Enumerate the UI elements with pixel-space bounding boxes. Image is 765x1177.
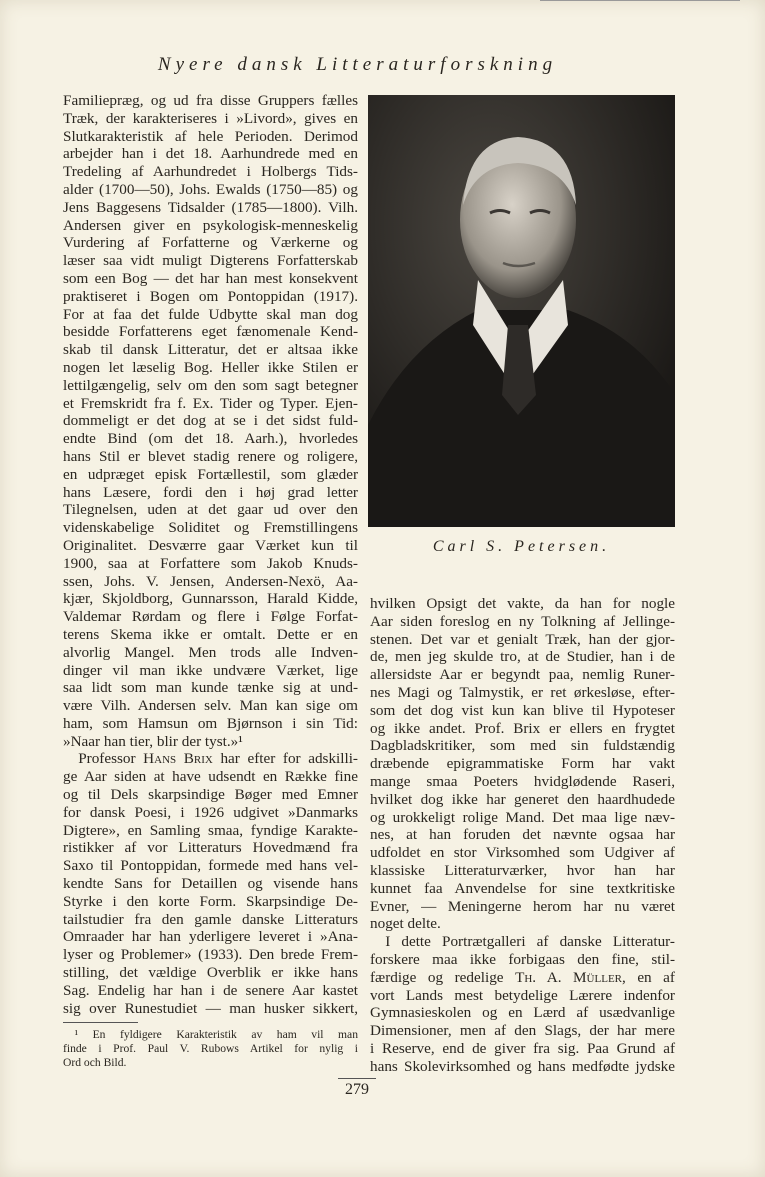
text-line: noget delte. <box>370 915 441 933</box>
text-line: tailstudier fra den gamle danske Litteraturs <box>63 910 358 928</box>
footnote-divider <box>63 1022 138 1023</box>
text-line: hans Skolevirksomhed og hans medfødte jydske <box>370 1057 675 1075</box>
text-line: Digtere», en Samling smaa, fyndige Karakte- <box>63 821 358 839</box>
text-line: Dagbladskritiker, som med sin fuldstændig <box>370 737 675 755</box>
text-line: og til Dels skarpsindige Bøger med Emner <box>63 786 358 804</box>
text-line: stilling, det vældige Overblik er ikke hans <box>63 964 358 982</box>
right-text-column <box>370 595 675 1076</box>
portrait-image <box>368 95 675 527</box>
text-line: lyser og Problemer» (1933). Den brede Frem- <box>63 946 358 964</box>
text-line: forskere maa ikke forbigaas den fine, stil- <box>370 950 675 968</box>
text-line <box>63 750 358 768</box>
text-line: stenen. Det var et genialt Træk, han der gjor- <box>370 630 675 648</box>
text-line: nes, at han foruden det nævnte ogsaa har <box>370 826 675 844</box>
text-line: sig over Runestudiet — man husker sikkert, <box>63 999 358 1017</box>
text-line: videnskabelige Soliditet og Fremstillingens <box>63 519 358 537</box>
text-line: finde i Prof. Paul V. Rubows Artikel for nylig i <box>63 1042 358 1055</box>
text-line: Dimensioner, men af den Slags, der har mere <box>370 1022 675 1040</box>
text-segment: , en af <box>622 968 675 986</box>
text-line: hvilken Opsigt det vakte, da han for nogle <box>370 595 675 612</box>
text-line: besidde Forfatterens eget fænomenale Kend- <box>63 323 358 341</box>
text-line: i Reserve, end de giver fra sig. Paa Grund af <box>370 1039 675 1057</box>
text-line: være Vilh. Andersen selv. Man kan sige om <box>63 697 358 715</box>
portrait-photo <box>368 95 675 527</box>
text-line: dræbende epigrammatiske Form har vakt <box>370 755 675 773</box>
person-name: Th. A. Müller <box>515 968 622 986</box>
text-line: kunnet faa Anvendelse for sine textkritiske <box>370 879 675 897</box>
person-name: Hans Brix <box>143 750 213 768</box>
text-line: Valdemar Rørdam og flere i Følge Forfat- <box>63 608 358 626</box>
text-segment: Professor <box>63 750 144 768</box>
text-segment: færdige og redelige <box>370 968 516 986</box>
page-number-divider <box>338 1078 376 1079</box>
text-line: som det dog vist kun kan blive til Hypoteser <box>370 701 675 719</box>
text-line: 1900, saa at Forfattere som Jakob Knuds- <box>63 554 358 572</box>
text-line: allersidste Aar er begyndt paa, nemlig Runer- <box>370 666 675 684</box>
text-line <box>370 969 675 987</box>
text-line: alvorlig Mangel. Men trods alle Indven- <box>63 643 358 661</box>
text-line: endte Bind (om det 18. Aarh.), hvorledes <box>63 430 358 448</box>
text-line: ssen, Johs. V. Jensen, Andersen-Nexö, Aa- <box>63 572 358 590</box>
text-line: Saxo til Pontoppidan, formede med hans vel- <box>63 857 358 875</box>
text-line: I dette Portrætgalleri af danske Litteratur- <box>370 933 675 951</box>
text-line: nogen let læselig Bog. Heller ikke Stilen er <box>63 358 358 376</box>
text-line: Familiepræg, og ud fra disse Gruppers fælles <box>63 92 358 109</box>
text-line: klassiske Litteraturværker, hvor han har <box>370 861 675 879</box>
text-line: arbejder han i det 18. Aarhundrede med en <box>63 145 358 163</box>
text-line: alder (1700—50), Johs. Ewalds (1750—85) og <box>63 180 358 198</box>
text-line: hvilket dog ikke har generet den haardhudede <box>370 790 675 808</box>
text-line: Træk, der karakteriseres i »Livord», gives en <box>63 109 358 127</box>
text-line: Styrke i den korte Form. Skarpsindige De- <box>63 892 358 910</box>
text-line: de, men jeg skulde tro, at de Studier, han i de <box>370 648 675 666</box>
text-line: et Fremskridt fra f. Ex. Tider og Typer. Ejen- <box>63 394 358 412</box>
text-line: Vurdering af Forfatterne og Værkerne og <box>63 234 358 252</box>
text-line: Originalitet. Desværre gaar Værket kun til <box>63 536 358 554</box>
page-number: 279 <box>345 1081 369 1098</box>
text-line: ristikker af vor Litteraturs Hovedmænd fra <box>63 839 358 857</box>
text-line: og ikke andet. Prof. Brix er ellers en frygtet <box>370 719 675 737</box>
text-line: saa lidt som man kunde tænke sig at und- <box>63 679 358 697</box>
text-line: Evner, — Meningerne herom har nu været <box>370 897 675 915</box>
text-line: Andersen giver en psykologisk-menneskelig <box>63 216 358 234</box>
text-line: lettilgængelig, selv om den som sagt betegner <box>63 376 358 394</box>
scan-edge-mark <box>540 0 740 1</box>
text-line: for dansk Poesi, i 1926 udgivet »Danmarks <box>63 803 358 821</box>
text-line: terens Skema ikke er omtalt. Dette er en <box>63 625 358 643</box>
text-line: som een Bog — det har han mest konsekvent <box>63 269 358 287</box>
text-line: For at faa det fulde Udbytte skal man dog <box>63 305 358 323</box>
text-segment: har efter for adskilli- <box>212 750 358 768</box>
text-line: hans Stil er blevet stadig renere og roligere, <box>63 447 358 465</box>
left-text-column <box>63 92 358 1017</box>
text-line: Tilegnelsen, uden at det gaar ud over den <box>63 501 358 519</box>
text-line: en udpræget episk Fortællestil, som glæder <box>63 465 358 483</box>
text-line: »Naar han tier, blir der tyst.»¹ <box>63 732 243 750</box>
text-line: Aar siden foreslog en ny Tolkning af Jellinge- <box>370 612 675 630</box>
text-line: dommeligt er det dog at se i det sidst fuld- <box>63 412 358 430</box>
text-line: hans Læsere, fordi den i høj grad letter <box>63 483 358 501</box>
text-line: Gymnasieskolen og en Lærd af usædvanlige <box>370 1004 675 1022</box>
text-line: udfoldet en stor Virksomhed som Udgiver af <box>370 844 675 862</box>
text-line: praktiseret i Bogen om Pontoppidan (1917). <box>63 287 358 305</box>
text-line: Omraader har han yderligere leveret i »Ana- <box>63 928 358 946</box>
text-line: ¹ En fyldigere Karakteristik av ham vil man <box>63 1028 358 1041</box>
text-line: kjær, Skjoldborg, Gunnarsson, Harald Kidde, <box>63 590 358 608</box>
text-line: kendte Sans for Detaillen og visende hans <box>63 875 358 893</box>
footnote <box>63 1028 358 1070</box>
text-line: Sag. Endelig har han i de senere Aar kastet <box>63 981 358 999</box>
running-title: Nyere dansk Litteraturforskning <box>157 54 558 75</box>
text-line: ham, som Hamsun om Bjørnson i sin Tid: <box>63 714 358 732</box>
text-line: vort Lands mest betydelige Lærere indenfor <box>370 986 675 1004</box>
text-line: og urokkeligt rolige Mand. Det maa lige næv- <box>370 808 675 826</box>
photo-caption: Carl S. Petersen. <box>432 538 611 555</box>
text-line: mange smaa Poeters hvidglødende Raseri, <box>370 772 675 790</box>
text-line: skab til dansk Litteratur, det er altsaa ikke <box>63 341 358 359</box>
text-line: nes Magi og Talmystik, er ret ørkesløse, efter- <box>370 683 675 701</box>
text-line: Slutkarakteristik af hele Perioden. Derimod <box>63 127 358 145</box>
text-line: læser saa vidt muligt Digterens Forfatterskab <box>63 252 358 270</box>
text-line: Jens Baggesens Tidsalder (1785—1800). Vilh. <box>63 198 358 216</box>
text-line: Ord och Bild. <box>63 1056 127 1069</box>
text-line: dinger vil man ikke undvære Værket, lige <box>63 661 358 679</box>
text-line: Tredeling af Aarhundredet i Holbergs Tids- <box>63 163 358 181</box>
text-line: ge Aar siden at have udsendt en Række fine <box>63 768 358 786</box>
